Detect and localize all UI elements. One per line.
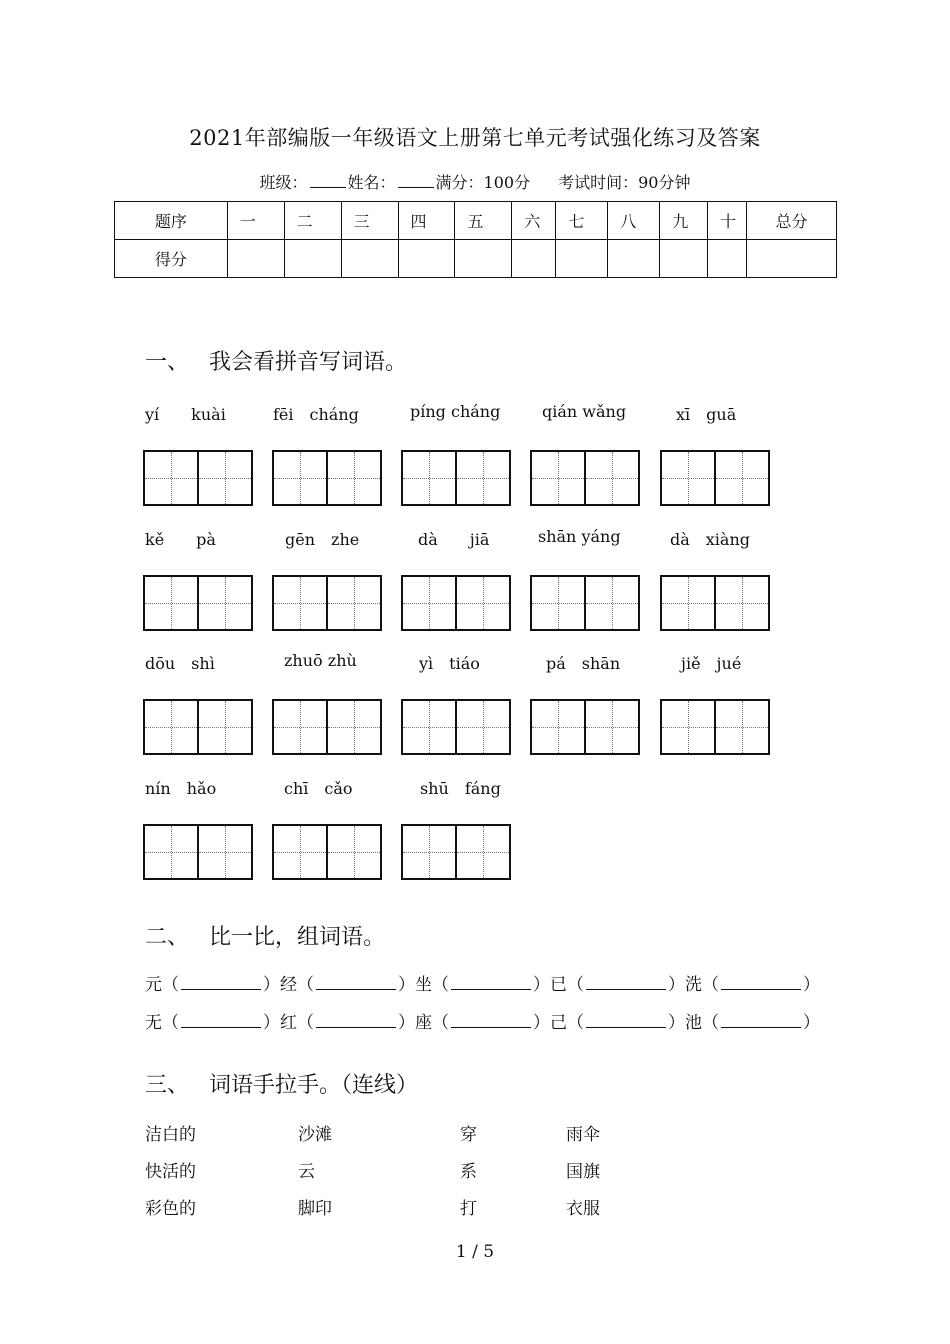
writing-grid[interactable] — [530, 575, 640, 631]
page-number: 1 / 5 — [455, 1242, 495, 1262]
pinyin-label: dōu shì — [145, 654, 215, 673]
compare-char: 元 — [145, 975, 162, 995]
writing-grid[interactable] — [143, 450, 253, 506]
pinyin-label: nín hǎo — [145, 779, 217, 798]
writing-grid[interactable] — [530, 450, 640, 506]
writing-grid[interactable] — [143, 824, 253, 880]
pinyin-label: chī cǎo — [284, 779, 353, 798]
match-word[interactable]: 穿 — [460, 1125, 477, 1145]
header-cell: 六 — [512, 202, 556, 240]
answer-blank[interactable] — [586, 975, 666, 990]
header-cell: 题序 — [115, 202, 228, 240]
writing-grid[interactable] — [401, 699, 511, 755]
score-cell[interactable] — [284, 240, 341, 278]
section1-num: 一、 — [145, 350, 190, 375]
pinyin-label: shān yáng — [538, 527, 621, 546]
pinyin-label: píng cháng — [410, 402, 501, 421]
compare-char: 池 — [685, 1013, 702, 1033]
writing-grid[interactable] — [143, 699, 253, 755]
section3-title: 词语手拉手。（连线） — [209, 1073, 419, 1098]
page-title: 2021年部编版一年级语文上册第七单元考试强化练习及答案 — [189, 126, 761, 150]
score-value-row — [115, 240, 837, 278]
row-label: 得分 — [115, 240, 228, 278]
full-score: 满分：100分 — [435, 173, 531, 192]
header-cell: 八 — [608, 202, 660, 240]
pinyin-label: shū fáng — [420, 779, 501, 798]
score-cell[interactable] — [341, 240, 398, 278]
header-cell: 九 — [660, 202, 708, 240]
section3-num: 三、 — [145, 1073, 190, 1098]
pinyin-label: dà jiā — [418, 530, 490, 549]
score-cell[interactable] — [608, 240, 660, 278]
compare-char: 无 — [145, 1013, 162, 1033]
match-word[interactable]: 衣服 — [566, 1199, 600, 1219]
compare-char: 洗 — [685, 975, 702, 995]
compare-char: 坐 — [415, 975, 432, 995]
compare-char: 座 — [415, 1013, 432, 1033]
exam-time: 考试时间：90分钟 — [558, 173, 691, 192]
section1-title: 我会看拼音写词语。 — [209, 350, 408, 375]
pinyin-label: jiě jué — [681, 654, 742, 673]
pinyin-label: gēn zhe — [285, 530, 360, 549]
writing-grid[interactable] — [143, 575, 253, 631]
section3-heading — [145, 1068, 418, 1099]
score-cell[interactable] — [708, 240, 747, 278]
pinyin-label: qián wǎng — [542, 402, 627, 421]
compare-row: 元（ ）经（ ）坐（ ）已（ ）洗（ ） — [145, 975, 820, 995]
answer-blank[interactable] — [721, 1013, 801, 1028]
compare-char: 己 — [550, 1013, 567, 1033]
pinyin-label: xī guā — [676, 405, 737, 424]
answer-blank[interactable] — [451, 1013, 531, 1028]
score-table — [114, 201, 837, 278]
match-word[interactable]: 洁白的 — [145, 1125, 196, 1145]
score-cell[interactable] — [398, 240, 455, 278]
writing-grid[interactable] — [660, 450, 770, 506]
answer-blank[interactable] — [181, 975, 261, 990]
class-label: 班级： — [259, 173, 308, 192]
name-blank[interactable] — [398, 173, 434, 188]
pinyin-label: pá shān — [546, 654, 621, 673]
exam-info — [0, 170, 950, 193]
writing-grid[interactable] — [272, 575, 382, 631]
answer-blank[interactable] — [721, 975, 801, 990]
header-cell: 二 — [284, 202, 341, 240]
writing-grid[interactable] — [272, 450, 382, 506]
section2-num: 二、 — [145, 925, 190, 950]
section1-heading — [145, 345, 407, 376]
pinyin-label: kě pà — [145, 530, 216, 549]
writing-grid[interactable] — [401, 575, 511, 631]
writing-grid[interactable] — [272, 824, 382, 880]
match-word[interactable]: 打 — [460, 1199, 477, 1219]
header-cell: 一 — [227, 202, 284, 240]
header-cell: 三 — [341, 202, 398, 240]
score-cell[interactable] — [512, 240, 556, 278]
match-word[interactable]: 国旗 — [566, 1162, 600, 1182]
score-cell[interactable] — [660, 240, 708, 278]
answer-blank[interactable] — [586, 1013, 666, 1028]
match-word[interactable]: 沙滩 — [298, 1125, 332, 1145]
answer-blank[interactable] — [451, 975, 531, 990]
writing-grid[interactable] — [272, 699, 382, 755]
match-word[interactable]: 系 — [460, 1162, 477, 1182]
section2-heading — [145, 920, 385, 951]
writing-grid[interactable] — [660, 699, 770, 755]
header-cell: 总分 — [747, 202, 837, 240]
score-cell[interactable] — [556, 240, 608, 278]
compare-char: 经 — [280, 975, 297, 995]
header-cell: 七 — [556, 202, 608, 240]
answer-blank[interactable] — [316, 1013, 396, 1028]
compare-char: 已 — [550, 975, 567, 995]
writing-grid[interactable] — [660, 575, 770, 631]
writing-grid[interactable] — [401, 824, 511, 880]
compare-char: 红 — [280, 1013, 297, 1033]
compare-row: 无（ ）红（ ）座（ ）己（ ）池（ ） — [145, 1013, 820, 1033]
pinyin-label: yí kuài — [145, 405, 226, 424]
score-cell[interactable] — [747, 240, 837, 278]
pinyin-label: yì tiáo — [419, 654, 480, 673]
header-cell: 四 — [398, 202, 455, 240]
match-word[interactable]: 脚印 — [298, 1199, 332, 1219]
match-word[interactable]: 彩色的 — [145, 1199, 196, 1219]
answer-blank[interactable] — [316, 975, 396, 990]
writing-grid[interactable] — [401, 450, 511, 506]
match-word[interactable]: 云 — [298, 1162, 315, 1182]
score-cell[interactable] — [227, 240, 284, 278]
pinyin-label: fēi cháng — [273, 405, 359, 424]
section2-title: 比一比，组词语。 — [209, 925, 386, 950]
match-word[interactable]: 快活的 — [145, 1162, 196, 1182]
writing-grid[interactable] — [530, 699, 640, 755]
class-blank[interactable] — [310, 173, 346, 188]
pinyin-label: zhuō zhù — [284, 651, 357, 670]
name-label: 姓名： — [347, 173, 396, 192]
score-header-row — [115, 202, 837, 240]
header-cell: 十 — [708, 202, 747, 240]
header-cell: 五 — [455, 202, 512, 240]
answer-blank[interactable] — [181, 1013, 261, 1028]
match-word[interactable]: 雨伞 — [566, 1125, 600, 1145]
score-cell[interactable] — [455, 240, 512, 278]
pinyin-label: dà xiàng — [670, 530, 751, 549]
